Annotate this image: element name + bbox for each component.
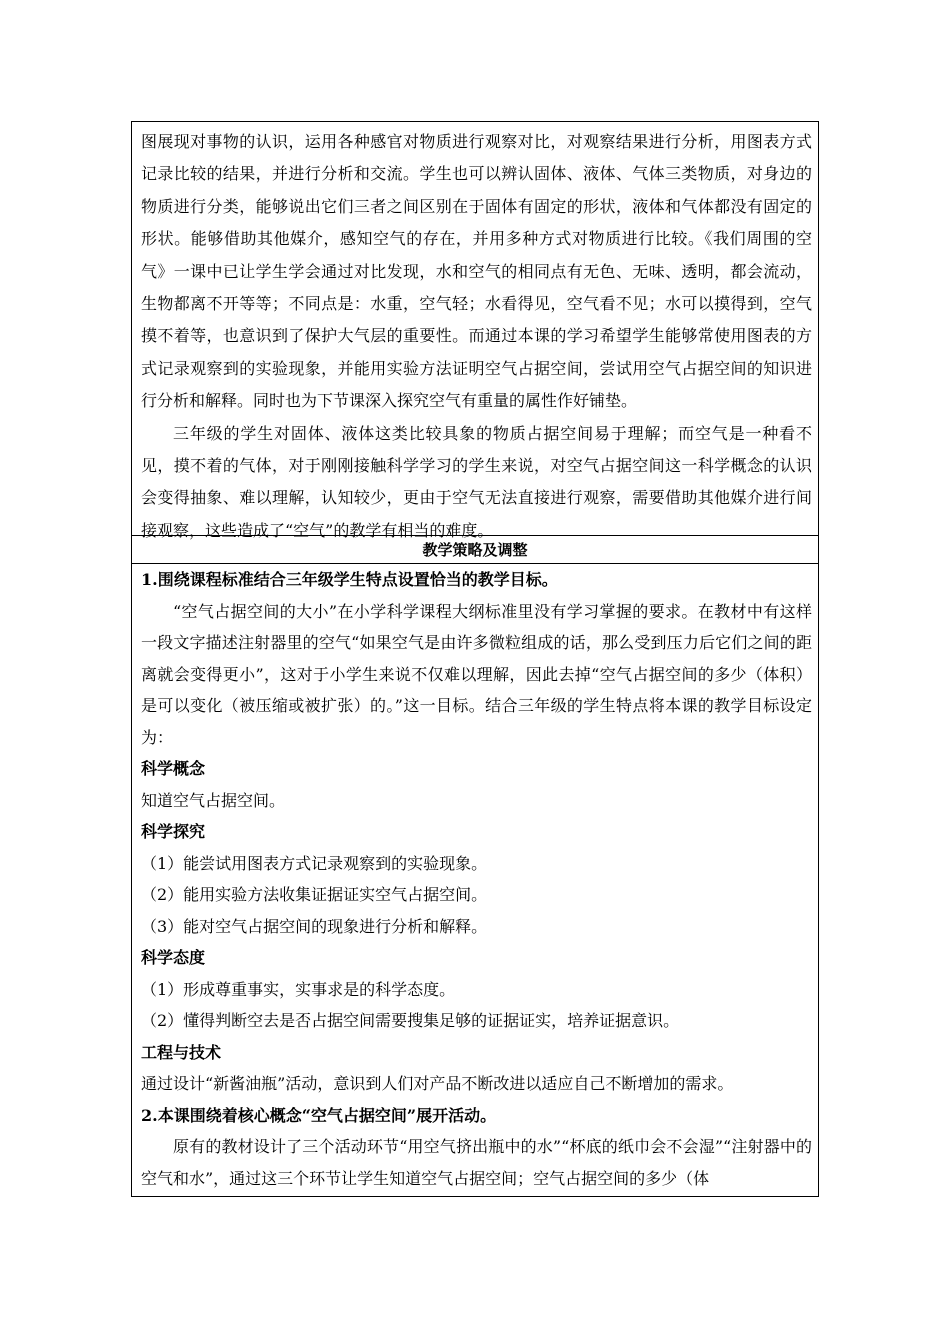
analysis-cell	[132, 122, 818, 540]
analysis-paragraph-2: 三年级的学生对固体、液体这类比较具象的物质占据空间易于理解；而空气是一种看不见，摸不着的气体，对于刚刚接触科学学习的学生来说，对空气占据空间这一科学概念的认识会变得抽象、难以理解，认知较少，更由于空气无法直接进行观察，需要借助其他媒介进行间接观察，这些造成了“空气”的教学有相当的难度。	[141, 423, 812, 540]
inquiry-item: （3）能对空气占据空间的现象进行分析和解释。	[141, 916, 488, 936]
attitude-item: （1）形成尊重事实，实事求是的科学态度。	[141, 979, 456, 999]
analysis-text	[132, 122, 818, 547]
engineering-text: 通过设计“新酱油瓶”活动，意识到人们对产品不断改进以适应自己不断增加的需求。	[141, 1074, 734, 1093]
point1-text: “空气占据空间的大小”在小学科学课程大纲标准里没有学习掌握的要求。在教材中有这样一段文字描述注射器里的空气“如果空气是由许多微粒组成的话，那么受到压力后它们之间的距离就会变得更小”，这对于小学生来说不仅难以理解，因此去掉“空气占据空间的多少（体积）是可以变化（被压缩或被扩张）的。”这一目标。结合三年级的学生特点将本课的教学目标设定为：	[141, 601, 812, 747]
inquiry-item: （1）能尝试用图表方式记录观察到的实验现象。	[141, 853, 488, 873]
inquiry-title: 科学探究	[141, 822, 206, 841]
attitude-title: 科学态度	[141, 948, 206, 967]
strategy-text	[132, 564, 818, 1194]
analysis-paragraph-1: 图展现对事物的认识，运用各种感官对物质进行观察对比，对观察结果进行分析，用图表方式记录比较的结果，并进行分析和交流。学生也可以辨认固体、液体、气体三类物质，对身边的物质进行分类，能够说出它们三者之间区别在于固体有固定的形状，液体和气体都没有固定的形状。能够借助其他媒介，感知空气的存在，并用多种方式对物质进行比较。《我们周围的空气》一课中已让学生学会通过对比发现，水和空气的相同点有无色、无味、透明，都会流动，生物都离不开等等；不同点是：水重，空气轻；水看得见，空气看不见；水可以摸得到，空气摸不着等，也意识到了保护大气层的重要性。而通过本课的学习希望学生能够常使用图表的方式记录观察到的实验现象，并能用实验方法证明空气占据空间，尝试用空气占据空间的知识进行分析和解释。同时也为下节课深入探究空气有重量的属性作好铺垫。	[141, 132, 812, 411]
strategy-cell	[132, 564, 818, 1196]
section-header: 教学策略及调整	[132, 536, 818, 564]
concept-title: 科学概念	[141, 759, 206, 778]
point2-text: 原有的教材设计了三个活动环节“用空气挤出瓶中的水”“杯底的纸巾会不会湿”“注射器中的空气和水”，通过这三个环节让学生知道空气占据空间；空气占据空间的多少（体	[141, 1137, 812, 1188]
engineering-title: 工程与技术	[141, 1042, 222, 1062]
attitude-item: （2）懂得判断空去是否占据空间需要搜集足够的证据证实，培养证据意识。	[141, 1011, 680, 1030]
lesson-table	[131, 121, 819, 1197]
point2-title: 2.本课围绕着核心概念“空气占据空间”展开活动。	[141, 1105, 497, 1125]
concept-text: 知道空气占据空间。	[141, 790, 286, 810]
inquiry-item: （2）能用实验方法收集证据证实空气占据空间。	[141, 885, 488, 904]
point1-title: 1.围绕课程标准结合三年级学生特点设置恰当的教学目标。	[141, 570, 558, 589]
